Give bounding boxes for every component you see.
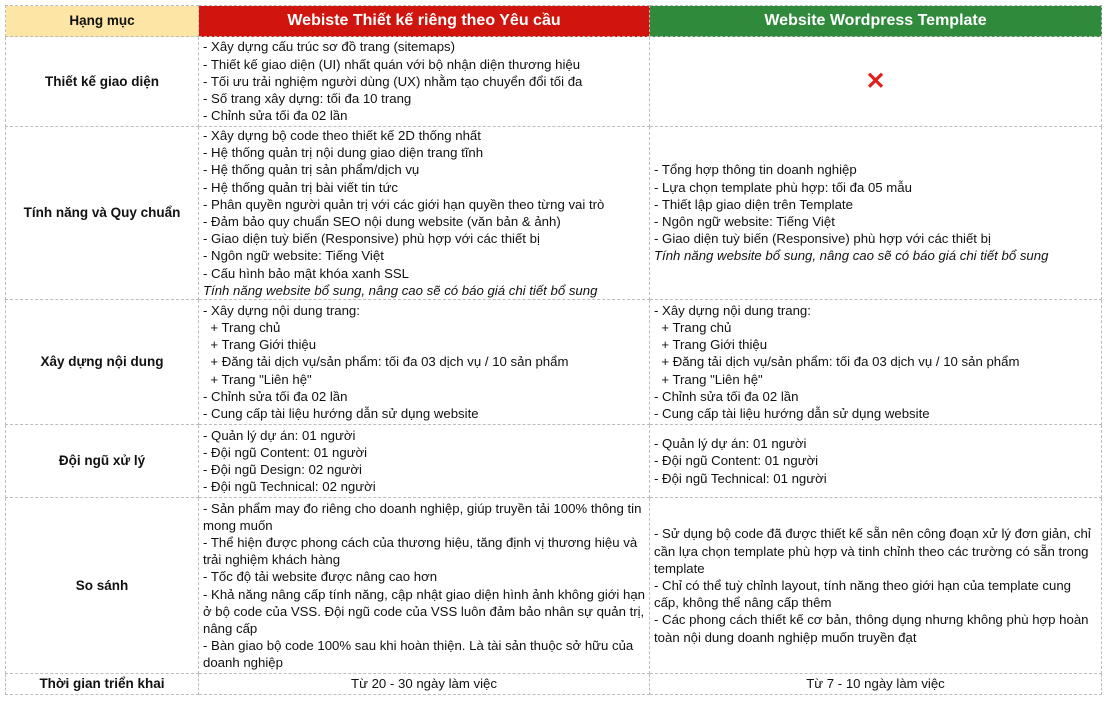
wordpress-time-cell: Từ 7 - 10 ngày làm việc [650,674,1102,695]
custom-cell [199,37,650,127]
bullet-line: - Đội ngũ Technical: 02 người [203,479,376,495]
bullet-line: - Tổng hợp thông tin doanh nghiệp [654,162,857,178]
header-custom-website: Webiste Thiết kế riêng theo Yêu cầu [199,6,650,37]
bullet-line: + Trang chủ [203,320,281,336]
bullet-line: - Cung cấp tài liệu hướng dẫn sử dụng website [654,406,930,422]
header-row [6,6,1102,37]
bullet-line: - Chỉnh sửa tối đa 02 lần [203,108,348,124]
bullet-line: - Ngôn ngữ website: Tiếng Việt [203,248,384,264]
row-tinh-nang-quy-chuan [6,127,1102,300]
bullet-line: - Thể hiện được phong cách của thương hiệu, tăng định vị thương hiệu và trải nghiệm khách hàng [203,534,641,568]
bullet-line: - Đội ngũ Content: 01 người [654,453,819,469]
category-cell: Xây dựng nội dung [6,300,199,425]
row-so-sanh [6,498,1102,674]
bullet-line: - Sản phẩm may đo riêng cho doanh nghiệp, giúp truyền tải 100% thông tin mong muốn [203,500,646,533]
bullet-line: - Xây dựng nội dung trang: [654,302,811,318]
category-cell: Tính năng và Quy chuẩn [6,127,199,300]
bullet-line: - Cấu hình bảo mật khóa xanh SSL [203,265,410,281]
bullet-line: + Trang "Liên hệ" [654,371,763,387]
wordpress-cell [650,37,1102,127]
bullet-line: - Hệ thống quản trị sản phẩm/dịch vụ [203,162,420,178]
custom-cell [199,498,650,674]
bullet-line: - Quản lý dự án: 01 người [203,427,356,443]
bullet-line: - Tối ưu trải nghiệm người dùng (UX) nhằm tạo chuyển đổi tối đa [203,73,583,89]
bullet-line: - Cung cấp tài liệu hướng dẫn sử dụng website [203,406,479,422]
row-xay-dung-noi-dung [6,300,1102,425]
bullet-line: - Xây dựng bộ code theo thiết kế 2D thống nhất [203,128,481,143]
bullet-line: - Giao diện tuỳ biến (Responsive) phù hợp với các thiết bị [203,231,540,247]
bullet-line: - Hệ thống quản trị bài viết tin tức [203,179,399,195]
header-wordpress-template: Website Wordpress Template [650,6,1102,37]
row-doi-ngu-xu-ly [6,425,1102,498]
bullet-line: - Quản lý dự án: 01 người [654,436,807,452]
bullet-line: - Khả năng nâng cấp tính năng, cập nhật giao diện hình ảnh không giới hạn ở bộ code của VSS. Đội ngũ code của VSS luôn đảm bảo nhân sự quản trị, nâng cấp [203,586,649,636]
bullet-line: - Hệ thống quản trị nội dung giao diện trang tĩnh [203,145,484,161]
bullet-line: - Chỉnh sửa tối đa 02 lần [203,388,348,404]
bullet-line: + Đăng tải dịch vụ/sản phẩm: tối đa 03 dịch vụ / 10 sản phẩm [203,354,569,370]
bullet-line: - Bàn giao bộ code 100% sau khi hoàn thiện. Là tài sản thuộc sở hữu của doanh nghiệp [203,638,637,671]
bullet-line: - Chỉ có thể tuỳ chỉnh layout, tính năng theo giới hạn của template cung cấp, không thể nâng cấp thêm [654,577,1075,611]
bullet-line: + Trang chủ [654,320,732,336]
custom-cell [199,300,650,425]
bullet-line: - Thiết kế giao diện (UI) nhất quán với bộ nhận diện thương hiệu [203,56,581,72]
wordpress-cell [650,300,1102,425]
category-cell: Đội ngũ xử lý [6,425,199,498]
bullet-line: - Phân quyền người quản trị với các giới hạn quyền theo từng vai trò [203,196,605,212]
bullet-line: - Giao diện tuỳ biến (Responsive) phù hợp với các thiết bị [654,231,991,247]
bullet-line: + Trang Giới thiệu [203,337,317,353]
bullet-line: - Đội ngũ Content: 01 người [203,444,368,460]
x-mark-icon: ✕ [865,67,886,95]
row-thoi-gian-trien-khai [6,674,1102,695]
bullet-line: + Đăng tải dịch vụ/sản phẩm: tối đa 03 dịch vụ / 10 sản phẩm [654,354,1020,370]
custom-time-cell: Từ 20 - 30 ngày làm việc [199,674,650,695]
bullet-line: - Thiết lập giao diện trên Template [654,196,853,212]
bullet-line: - Đảm bảo quy chuẩn SEO nội dung website (văn bản & ảnh) [203,214,561,230]
bullet-line: + Trang "Liên hệ" [203,371,312,387]
wordpress-cell [650,498,1102,674]
italic-note: Tính năng website bổ sung, nâng cao sẽ có báo giá chi tiết bổ sung [203,282,598,298]
category-cell: Thời gian triển khai [6,674,199,695]
bullet-line: - Sử dụng bộ code đã được thiết kế sẵn nên công đoạn xử lý đơn giản, chỉ cần lựa chọn template phù hợp và tinh chỉnh theo các trường có sẵn trong template [654,526,1095,576]
wordpress-cell [650,127,1102,300]
bullet-line: - Lựa chọn template phù hợp: tối đa 05 mẫu [654,179,912,195]
bullet-line: - Xây dựng nội dung trang: [203,302,360,318]
bullet-line: - Đội ngũ Technical: 01 người [654,470,827,486]
bullet-line: + Trang Giới thiệu [654,337,768,353]
row-thiet-ke-giao-dien [6,37,1102,127]
category-cell: So sánh [6,498,199,674]
bullet-line: - Chỉnh sửa tối đa 02 lần [654,388,799,404]
italic-note: Tính năng website bổ sung, nâng cao sẽ có báo giá chi tiết bổ sung [654,248,1049,264]
bullet-line: - Tốc độ tải website được nâng cao hơn [203,569,438,585]
bullet-line: - Ngôn ngữ website: Tiếng Việt [654,214,835,230]
comparison-table [5,5,1102,695]
bullet-line: - Đội ngũ Design: 02 người [203,462,362,478]
wordpress-cell [650,425,1102,498]
bullet-line: - Xây dựng cấu trúc sơ đồ trang (sitemaps) [203,39,456,55]
category-cell: Thiết kế giao diện [6,37,199,127]
custom-cell [199,127,650,300]
bullet-line: - Số trang xây dựng: tối đa 10 trang [203,91,412,107]
bullet-line: - Các phong cách thiết kế cơ bản, thông dụng nhưng không phù hợp hoàn toàn nội dung doanh nghiệp muốn truyền đạt [654,612,1093,645]
header-category: Hạng mục [6,6,199,37]
custom-cell [199,425,650,498]
